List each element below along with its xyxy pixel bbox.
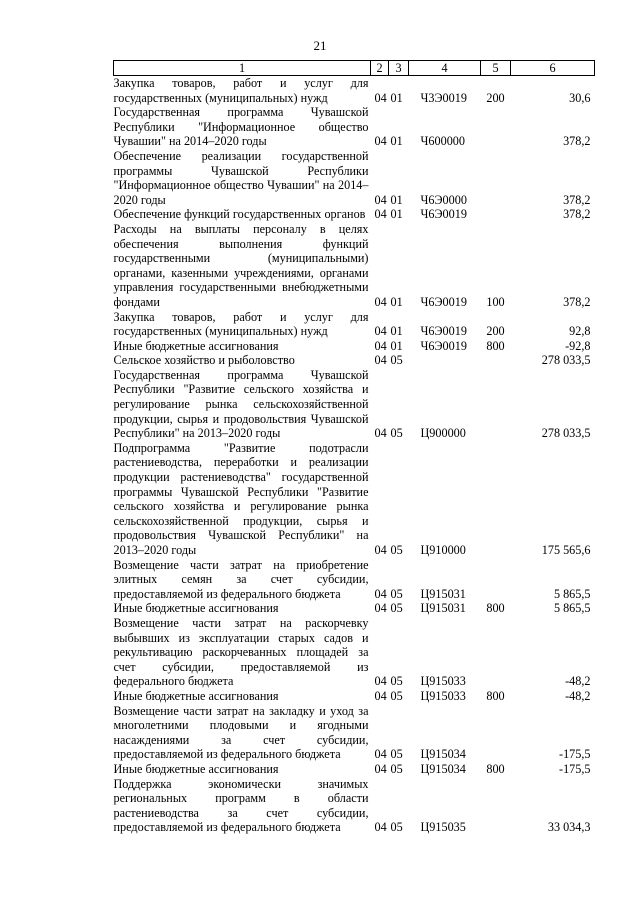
row-expense-type: 800 [486, 761, 505, 776]
row-section: 04 [374, 338, 387, 353]
row-section: 04 [374, 601, 387, 616]
row-name: Государственная программа Чувашской Республики "Информационное общество Чувашии" на 2014–2020 годы [113, 105, 369, 149]
row-section: 04 [374, 426, 387, 441]
row-expense-type: 200 [486, 324, 505, 339]
row-target-article: Ч6Э0019 [420, 294, 467, 309]
row-amount: 5 865,5 [553, 586, 591, 601]
row-expense-type [481, 149, 511, 207]
table-row [114, 310, 595, 339]
row-amount: -175,5 [559, 761, 591, 776]
table-row [114, 689, 595, 704]
table-row [114, 616, 595, 689]
row-amount: -48,2 [565, 674, 591, 689]
row-name: Возмещение части затрат на закладку и уход за многолетними плодовыми и ягодными насаждениями за счет субсидии, предоставляемой из федерального бюджета [113, 703, 369, 762]
page-number: 21 [313, 38, 327, 53]
header-col-target-article: 4 [409, 61, 481, 76]
row-amount: 278 033,5 [541, 353, 591, 368]
row-section: 04 [374, 90, 387, 105]
row-section: 04 [374, 747, 387, 762]
row-name: Обеспечение функций государственных органов [113, 207, 366, 222]
table-row [114, 762, 595, 777]
row-amount: 378,2 [563, 192, 591, 207]
header-row [114, 61, 595, 76]
table-row [114, 558, 595, 602]
row-expense-type: 800 [486, 688, 505, 703]
row-subsection: 01 [390, 324, 403, 339]
table-row [114, 76, 595, 106]
row-target-article: Ч6Э0019 [420, 324, 467, 339]
table-header [114, 61, 595, 76]
row-amount: 30,6 [569, 90, 591, 105]
row-name: Обеспечение реализации государственной программы Чувашской Республики "Информационное общество Чувашии" на 2014–2020 годы [113, 148, 369, 207]
table-row [114, 105, 595, 149]
row-subsection: 01 [390, 207, 403, 222]
row-subsection: 05 [390, 674, 403, 689]
row-amount: 5 865,5 [553, 601, 591, 616]
row-section: 04 [374, 820, 387, 835]
row-name: Возмещение части затрат на приобретение элитных семян за счет субсидии, предоставляемой из федерального бюджета [113, 557, 369, 601]
table-row [114, 601, 595, 616]
row-amount: -175,5 [559, 747, 591, 762]
row-name: Государственная программа Чувашской Республики "Развитие сельского хозяйства и регулирование рынка сельскохозяйственной продукции, сырья и продовольствия Чувашской Республики" на 2013–2020 годы [113, 367, 369, 441]
row-subsection: 05 [390, 543, 403, 557]
table-row [114, 149, 595, 207]
row-subsection: 01 [390, 294, 403, 309]
row-subsection: 05 [390, 353, 403, 368]
table-row [114, 339, 595, 354]
row-amount: 92,8 [569, 324, 591, 339]
row-expense-type [481, 368, 511, 441]
header-col-subsection: 3 [389, 61, 409, 76]
row-subsection: 01 [390, 134, 403, 149]
row-section: 04 [374, 207, 387, 222]
row-expense-type [481, 105, 511, 149]
row-name: Поддержка экономически значимых региональных программ в области растениеводства за счет субсидии, предоставляемой из федерального бюджета [113, 776, 369, 835]
row-name: Иные бюджетные ассигнования [113, 601, 279, 616]
row-expense-type [481, 616, 511, 689]
row-section: 04 [374, 586, 387, 601]
row-target-article: Ц915035 [420, 820, 466, 835]
row-target-article: Ц915033 [420, 674, 466, 689]
row-section: 04 [374, 294, 387, 309]
row-amount: 278 033,5 [541, 426, 591, 441]
row-expense-type [481, 704, 511, 762]
row-target-article: Ц900000 [420, 426, 466, 441]
table-row [114, 368, 595, 441]
row-subsection: 01 [390, 192, 403, 207]
row-amount: -48,2 [565, 688, 591, 703]
row-name: Возмещение части затрат на раскорчевку выбывших из эксплуатации старых садов и рекультивацию раскорчеванных площадей за счет субсидии, предоставляемой из федерального бюджета [113, 615, 369, 689]
row-amount: -92,8 [565, 338, 591, 353]
row-name: Иные бюджетные ассигнования [113, 338, 279, 353]
row-section: 04 [374, 192, 387, 207]
table-row [114, 353, 595, 368]
row-amount: 378,2 [563, 207, 591, 222]
row-name: Закупка товаров, работ и услуг для государственных (муниципальных) нужд [113, 76, 369, 105]
row-subsection: 01 [390, 338, 403, 353]
row-subsection: 05 [390, 426, 403, 441]
row-target-article: Ц910000 [420, 543, 466, 557]
row-target-article [409, 353, 481, 368]
row-subsection: 05 [390, 688, 403, 703]
row-name: Иные бюджетные ассигнования [113, 761, 279, 776]
row-expense-type [481, 441, 511, 558]
header-col-expense-type: 5 [481, 61, 511, 76]
row-name: Подпрограмма "Развитие подотрасли растениеводства, переработки и реализации продукции растениеводства" государственной программы Чувашской Республики "Развитие сельского хозяйства и регулирование рынка сельскохозяйственной продукции, сырья и продовольствия Чувашской Республики" на 2013–2020 годы [113, 440, 369, 557]
row-expense-type [481, 207, 511, 222]
row-section: 04 [374, 688, 387, 703]
header-col-amount: 6 [511, 61, 595, 76]
row-amount: 378,2 [563, 294, 591, 309]
row-subsection: 05 [390, 761, 403, 776]
row-expense-type: 800 [486, 338, 505, 353]
row-name: Иные бюджетные ассигнования [113, 688, 279, 703]
row-section: 04 [374, 324, 387, 339]
row-subsection: 05 [390, 820, 403, 835]
table-row [114, 222, 595, 310]
row-target-article: Ч6Э0019 [420, 207, 467, 222]
row-amount: 175 565,6 [541, 543, 591, 557]
row-target-article: Ч600000 [420, 134, 465, 149]
row-target-article: Ц915031 [420, 601, 466, 616]
row-section: 04 [374, 134, 387, 149]
row-subsection: 05 [390, 586, 403, 601]
row-name: Закупка товаров, работ и услуг для государственных (муниципальных) нужд [113, 309, 369, 339]
row-expense-type [481, 777, 511, 835]
row-expense-type [481, 353, 511, 368]
table-row [114, 441, 595, 558]
table-row [114, 704, 595, 762]
row-target-article: Ч3Э0019 [420, 90, 467, 105]
row-section: 04 [374, 353, 387, 368]
row-amount: 378,2 [563, 134, 591, 149]
row-expense-type [481, 558, 511, 602]
row-target-article: Ц915034 [420, 747, 466, 762]
row-target-article: Ц915031 [420, 586, 466, 601]
row-subsection: 05 [390, 747, 403, 762]
row-section: 04 [374, 674, 387, 689]
row-target-article: Ч6Э0019 [420, 338, 467, 353]
row-expense-type: 800 [486, 601, 505, 616]
row-expense-type: 200 [486, 90, 505, 105]
row-section: 04 [374, 543, 387, 557]
row-name: Расходы на выплаты персоналу в целях обеспечения выполнения функций государственными (муниципальными) органами, казенными учреждениями, органами управления государственными внебюджетными фондами [113, 221, 369, 309]
row-target-article: Ч6Э0000 [420, 192, 467, 207]
header-col-section: 2 [371, 61, 389, 76]
budget-table [113, 60, 595, 835]
row-subsection: 05 [390, 601, 403, 616]
row-subsection: 01 [390, 90, 403, 105]
table-row [114, 207, 595, 222]
row-target-article: Ц915033 [420, 688, 466, 703]
row-target-article: Ц915034 [420, 761, 466, 776]
header-col-name: 1 [114, 61, 371, 76]
row-expense-type: 100 [486, 294, 505, 309]
table-row [114, 777, 595, 835]
row-section: 04 [374, 761, 387, 776]
table-body [114, 76, 595, 835]
row-name: Сельское хозяйство и рыболовство [113, 353, 295, 368]
row-amount: 33 034,3 [547, 820, 591, 835]
